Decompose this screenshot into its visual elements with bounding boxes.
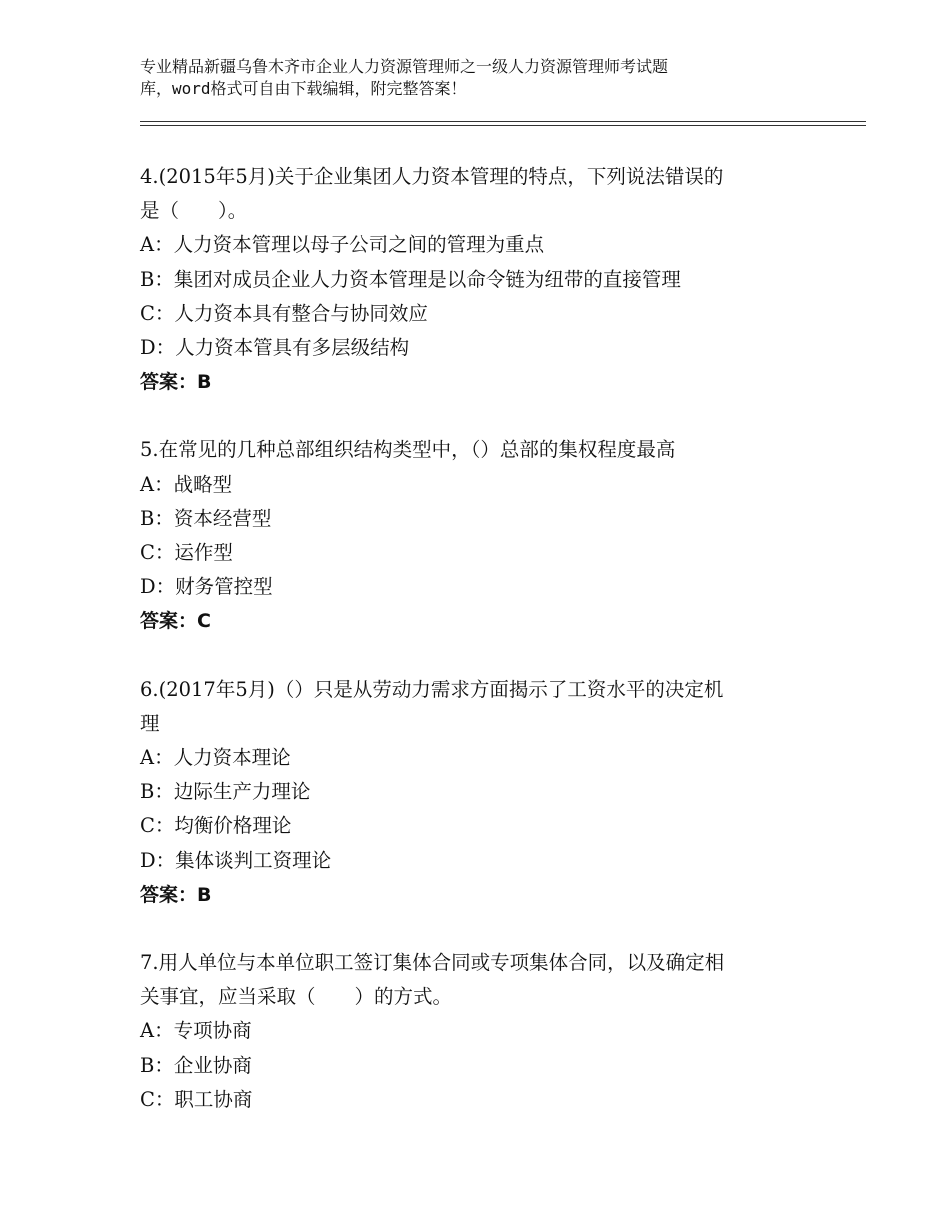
option-b: B：边际生产力理论 [140,780,311,804]
option-d: D：财务管控型 [140,575,273,599]
option-a: A：战略型 [140,472,233,496]
question-7 [140,946,810,1117]
option-a: A：人力资本管理以母子公司之间的管理为重点 [140,233,545,257]
answer: 答案：C [140,610,211,633]
question-stem-continued: 关事宜，应当采取（ ）的方式。 [140,985,453,1009]
option-a: A：专项协商 [140,1019,252,1043]
question-stem: 7.用人单位与本单位职工签订集体合同或专项集体合同，以及确定相 [140,951,725,975]
question-4 [140,160,810,399]
question-5 [140,433,810,638]
option-c: C：均衡价格理论 [140,814,292,838]
question-6 [140,673,810,912]
question-stem: 6.(2017年5月)（）只是从劳动力需求方面揭示了工资水平的决定机 [140,677,724,701]
answer: 答案：B [140,883,212,906]
question-stem-continued: 是（ ）。 [140,199,248,223]
option-c: C：人力资本具有整合与协同效应 [140,301,428,325]
option-c: C：职工协商 [140,1087,253,1111]
option-c: C：运作型 [140,541,233,565]
question-stem: 4.(2015年5月)关于企业集团人力资本管理的特点，下列说法错误的 [140,165,724,188]
option-a: A：人力资本理论 [140,746,291,770]
question-list [140,160,810,1151]
header-rule-bottom [140,125,866,126]
option-d: D：人力资本管具有多层级结构 [140,336,410,360]
option-b: B：资本经营型 [140,506,272,530]
option-d: D：集体谈判工资理论 [140,848,332,872]
header-line-2: 库，word格式可自由下载编辑，附完整答案！ [140,79,467,98]
header-rule-top [140,121,866,122]
document-header [140,56,820,100]
question-stem-continued: 理 [140,711,160,735]
question-stem: 5.在常见的几种总部组织结构类型中，（）总部的集权程度最高 [140,438,676,462]
answer: 答案：B [140,371,212,394]
header-line-1: 专业精品新疆乌鲁木齐市企业人力资源管理师之一级人力资源管理师考试题 [140,57,669,76]
option-b: B：企业协商 [140,1053,252,1077]
option-b: B：集团对成员企业人力资本管理是以命令链为纽带的直接管理 [140,267,681,291]
